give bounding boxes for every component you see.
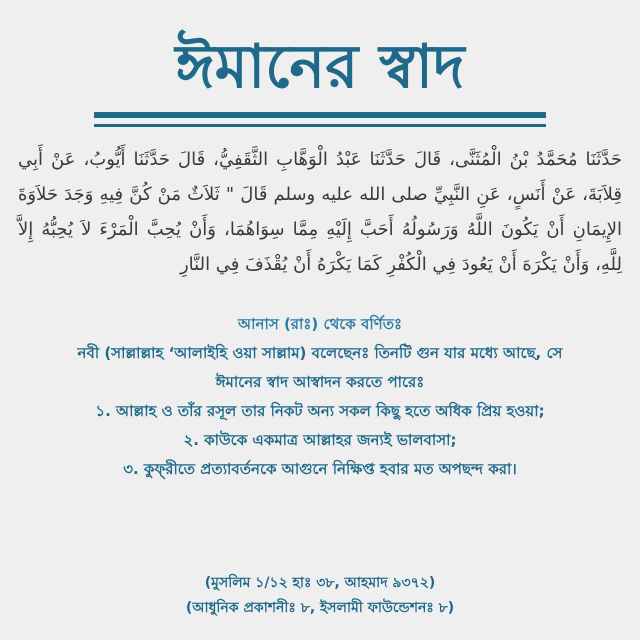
translation-line-1: নবী (সাল্লাল্লাহ ‘আলাইহি ওয়া সাল্লাম) বলেছেনঃ তিনটি গুন যার মধ্যে আছে, সে <box>77 344 563 362</box>
point-1: ১. আল্লাহ ও তাঁর রসূল তার নিকট অন্য সকল কিছু হতে অধিক প্রিয় হওয়া; <box>95 402 545 420</box>
translation-line-2: ঈমানের স্বাদ আস্বাদন করতে পারেঃ <box>215 373 425 391</box>
point-2: ২. কাউকে একমাত্র আল্লাহর জন্যই ভালবাসা; <box>183 431 457 449</box>
page-title: ঈমানের স্বাদ <box>175 32 465 102</box>
bangla-translation <box>10 310 630 484</box>
title-underline-thin <box>94 124 546 127</box>
point-3: ৩. কুফ্‌রীতে প্রত্যাবর্তনকে আগুনে নিক্ষিপ্ত হবার মত অপছন্দ করা। <box>123 460 517 478</box>
narrator-line: আনাস (রাঃ) থেকে বর্ণিতঃ <box>238 315 402 333</box>
arabic-hadith-text: حَدَّثَنَا مُحَمَّدُ بْنُ الْمُثَنَّى، قَالَ حَدَّثَنَا عَبْدُ الْوَهَّابِ الثَّقَفِيُّ، قَالَ حَدَّثَنَا أَيُّوبُ، عَنْ أَبِي قِلاَبَةَ، عَنْ أَنَسٍ، عَنِ النَّبِيِّ صلى الله عليه وسلم قَالَ " ثَلاَثٌ مَنْ كُنَّ فِيهِ وَجَدَ حَلاَوَةَ الإِيمَانِ أَنْ يَكُونَ اللَّهُ وَرَسُولُهُ أَحَبَّ إِلَيْهِ مِمَّا سِوَاهُمَا، وَأَنْ يُحِبَّ الْمَرْءَ لاَ يُحِبُّهُ إِلاَّ لِلَّهِ، وَأَنْ يَكْرَهَ أَنْ يَعُودَ فِي الْكُفْرِ كَمَا يَكْرَهُ أَنْ يُقْذَفَ فِي النَّارِ <box>18 149 622 275</box>
reference-line-1: (মুসলিম ১/১২ হাঃ ৩৮, আহমাদ ৯৩৭২) <box>204 575 436 591</box>
reference-line-2: (আধুনিক প্রকাশনীঃ ৮, ইসলামী ফাউন্ডেশনঃ ৮) <box>185 600 455 616</box>
title-underline-thick <box>94 112 546 118</box>
